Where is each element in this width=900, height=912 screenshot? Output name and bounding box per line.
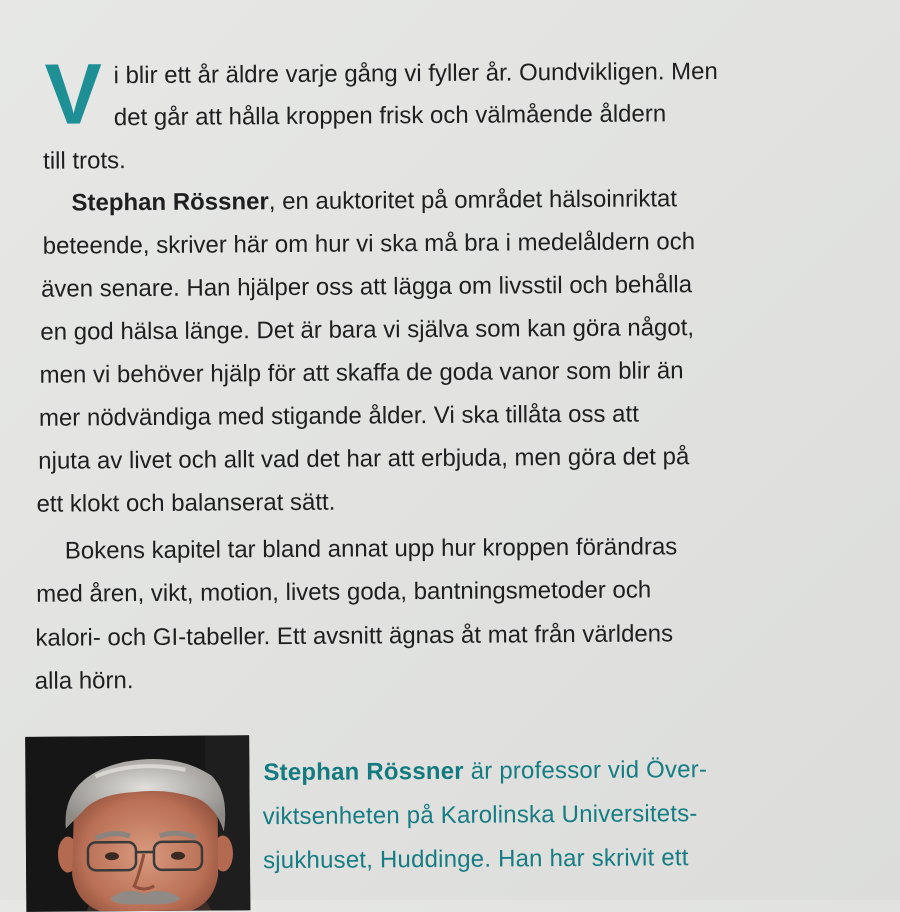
author-photo: [25, 735, 250, 912]
paragraph2-line-2: beteende, skriver här om hur vi ska må bra i medelåldern och: [43, 227, 696, 262]
paragraph2-line-4: en god hälsa länge. Det är bara vi själva som kan göra något,: [40, 313, 694, 348]
author-name: Stephan Rössner: [71, 188, 269, 216]
drop-cap-letter: V: [44, 51, 100, 137]
bio-line-2: viktsenheten på Karolinska Universitets-: [263, 799, 698, 832]
paragraph3-line-2: med åren, vikt, motion, livets goda, bantningsmetoder och: [36, 575, 651, 609]
intro-line-2: det går att hålla kroppen frisk och välmående åldern: [114, 99, 667, 133]
paragraph2-line-5: men vi behöver hjälp för att skaffa de goda vanor som blir än: [40, 356, 684, 390]
bio-line-1-text: är professor vid Över-: [464, 756, 708, 785]
paragraph2-line-6: mer nödvändiga med stigande ålder. Vi ska tillåta oss att: [39, 400, 639, 434]
bio-line-1: [263, 755, 707, 788]
bio-author-name: Stephan Rössner: [263, 758, 464, 786]
paragraph2-line-1: [71, 184, 677, 218]
paragraph3-line-3: kalori- och GI-tabeller. Ett avsnitt ägnas åt mat från världens: [35, 619, 673, 653]
paragraph2-line-3: även senare. Han hjälper oss att lägga om livsstil och behålla: [41, 270, 692, 305]
intro-line-1: i blir ett år äldre varje gång vi fyller år. Oundvikligen. Men: [113, 57, 717, 91]
paragraph3-line-4: alla hörn.: [35, 666, 134, 697]
author-portrait-illustration: [25, 735, 250, 912]
paragraph2-line-8: ett klokt och balanserat sätt.: [36, 488, 335, 520]
paragraph2-line-7: njuta av livet och allt vad det har att erbjuda, men göra det på: [38, 442, 689, 477]
paragraph2-line-1-text: , en auktoritet på området hälsoinriktat: [269, 185, 677, 215]
intro-line-3: till trots.: [43, 146, 126, 177]
bio-line-3: sjukhuset, Huddinge. Han har skrivit ett: [263, 843, 689, 876]
paragraph3-line-1: Bokens kapitel tar bland annat upp hur kroppen förändras: [65, 532, 678, 566]
